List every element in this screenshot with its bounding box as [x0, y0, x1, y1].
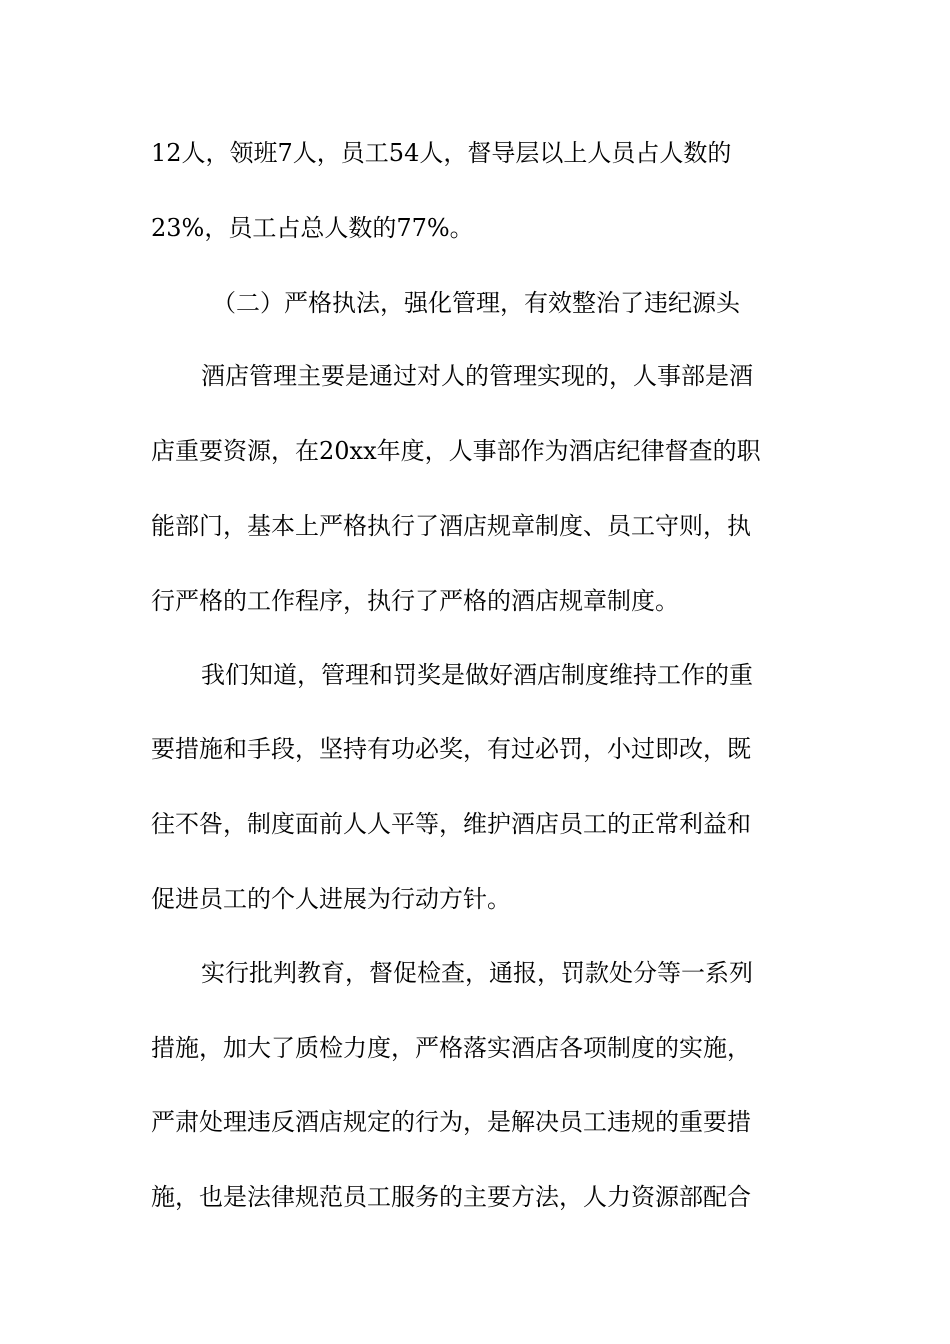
paragraph-first-line: 酒店管理主要是通过对人的管理实现的，人事部是酒: [201, 362, 753, 390]
text-line: 能部门，基本上严格执行了酒店规章制度、员工守则，执: [151, 512, 751, 540]
text-line: 店重要资源，在20xx年度，人事部作为酒店纪律督查的职: [151, 437, 761, 465]
text-line: 12人，领班7人，员工54人，督导层以上人员占人数的: [151, 139, 732, 167]
text-line: 促进员工的个人进展为行动方针。: [151, 885, 511, 913]
text-line: 行严格的工作程序，执行了严格的酒店规章制度。: [151, 587, 679, 615]
text-line: 要措施和手段，坚持有功必奖，有过必罚，小过即改，既: [151, 735, 751, 763]
paragraph-first-line: 我们知道，管理和罚奖是做好酒店制度维持工作的重: [201, 661, 753, 689]
paragraph-first-line: 实行批判教育，督促检查，通报，罚款处分等一系列: [201, 959, 753, 987]
text-line: 往不咎，制度面前人人平等，维护酒店员工的正常利益和: [151, 810, 751, 838]
text-line: 施，也是法律规范员工服务的主要方法，人力资源部配合: [151, 1183, 751, 1211]
section-heading: （二）严格执法，强化管理，有效整治了违纪源头: [212, 289, 740, 317]
text-line: 23%，员工占总人数的77%。: [151, 214, 474, 242]
text-line: 严肃处理违反酒店规定的行为，是解决员工违规的重要措: [151, 1108, 751, 1136]
text-line: 措施，加大了质检力度，严格落实酒店各项制度的实施，: [151, 1034, 751, 1062]
